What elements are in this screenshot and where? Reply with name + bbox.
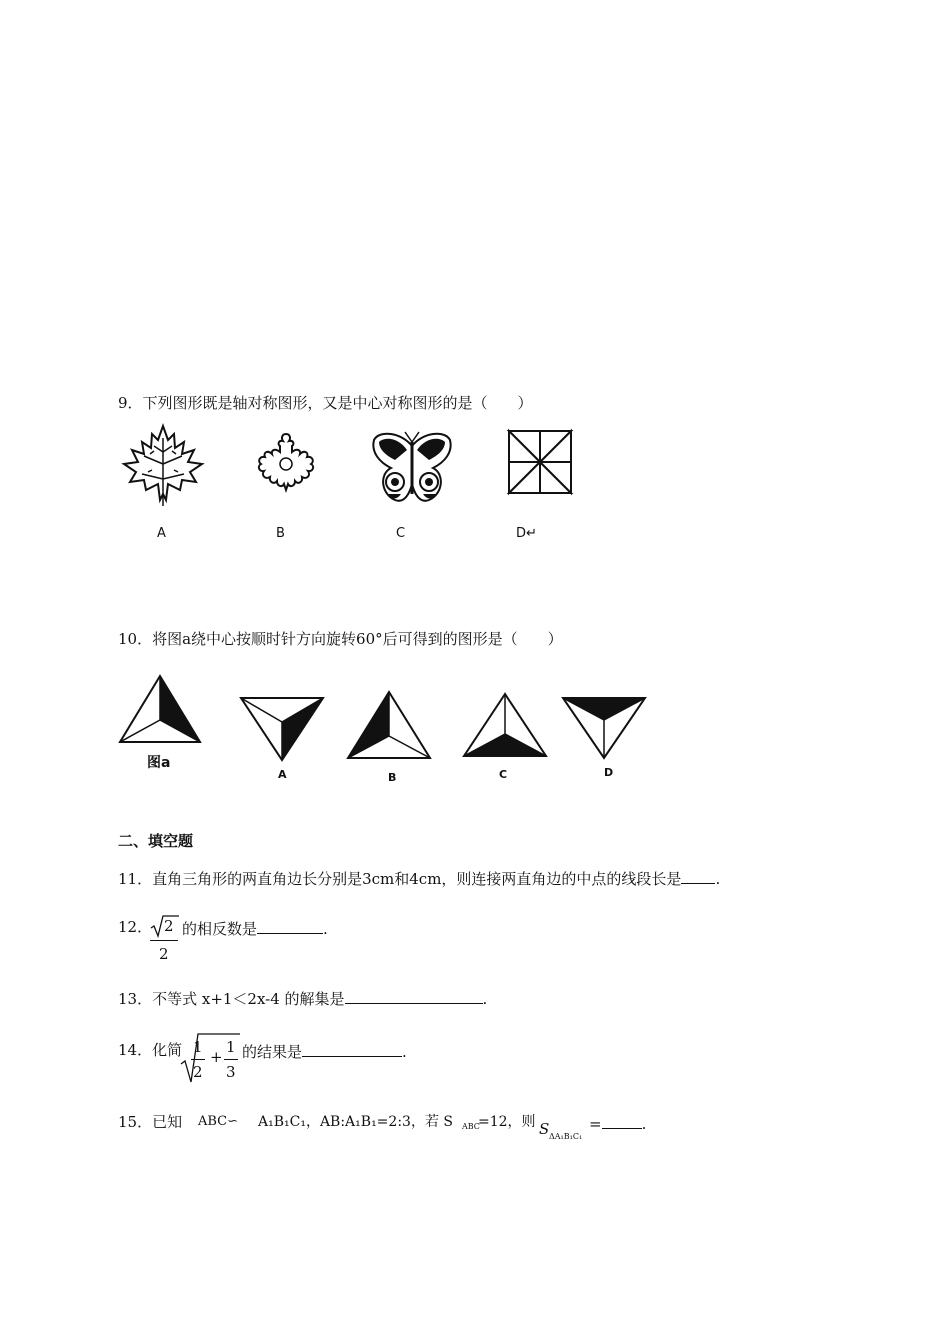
q14-frac1-den: 2 [193, 1063, 203, 1081]
q9-option-a: A [157, 526, 166, 541]
q11-end: . [715, 870, 721, 888]
question-9-text: 9．下列图形既是轴对称图形，又是中心对称图形的是（ ） [118, 394, 533, 412]
question-10-text: 10．将图a绕中心按顺时针方向旋转60°后可得到的图形是（ ） [118, 630, 563, 648]
q15-eq: = [589, 1115, 602, 1133]
q15-sub-abc: ABC [462, 1122, 480, 1131]
section-heading-fill-in: 二、填空题 [118, 832, 194, 850]
q10-option-d: D [604, 766, 614, 779]
q14-end: . [402, 1043, 407, 1061]
q14-frac1-bar [191, 1059, 205, 1060]
q14-frac1-num: 1 [193, 1038, 203, 1056]
q12-denominator: 2 [159, 945, 169, 963]
q9-option-d: D↵ [516, 526, 537, 541]
q14-tail [242, 1040, 407, 1062]
snowflake-icon [249, 430, 323, 502]
q15-eq12: =12，则 [478, 1114, 536, 1130]
q14-frac2-num: 1 [226, 1038, 236, 1056]
q15-tail [589, 1112, 646, 1134]
q13-answer-blank[interactable] [345, 987, 483, 1004]
q10-option-c: C [499, 768, 508, 781]
question-12 [118, 917, 152, 937]
q10-figure-d [561, 696, 647, 760]
q14-plus: + [210, 1048, 223, 1066]
q12-end: . [323, 920, 328, 938]
q10-figure-a [239, 696, 325, 762]
q15-sub-a1b1c1: ΔA₁B₁C₁ [549, 1132, 583, 1141]
pinwheel-icon [503, 429, 577, 495]
q15-tri1: ABC∽ [198, 1114, 239, 1129]
q12-sqrt-number: 2 [164, 917, 174, 935]
question-13-text: 13．不等式 x+1＜2x-4 的解集是 [118, 990, 345, 1008]
q15-end: . [641, 1115, 647, 1133]
question-13 [118, 987, 487, 1009]
q15-prefix: 15．已知 [118, 1113, 183, 1131]
q12-answer-blank[interactable] [257, 917, 323, 934]
question-11-text: 11．直角三角形的两直角边长分别是3cm和4cm，则连接两直角边的中点的线段长是 [118, 870, 682, 888]
q12-fraction-bar [150, 940, 178, 941]
q14-frac2-den: 3 [226, 1063, 236, 1081]
q15-s-symbol: S [539, 1120, 550, 1138]
q12-text: 的相反数是 [182, 920, 258, 938]
q15-tri2: A₁B₁C₁，AB:A₁B₁=2:3，若 S [258, 1114, 453, 1130]
q10-option-a: A [278, 768, 287, 781]
figure-a-label: 图a [147, 755, 171, 771]
q9-option-b: B [276, 526, 285, 541]
butterfly-icon [371, 428, 453, 506]
q11-answer-blank[interactable] [681, 867, 715, 884]
q12-prefix: 12． [118, 918, 153, 936]
maple-leaf-icon [122, 424, 204, 508]
q10-figure-c [462, 692, 548, 758]
q15-answer-blank[interactable] [602, 1112, 642, 1129]
q12-tail [182, 917, 328, 939]
q14-frac2-bar [224, 1059, 238, 1060]
q10-figure-b [346, 690, 432, 760]
question-14 [118, 1040, 182, 1060]
q14-answer-blank[interactable] [302, 1040, 402, 1057]
q10-option-b: B [388, 771, 397, 784]
q13-end: . [482, 990, 488, 1008]
q14-text: 的结果是 [242, 1043, 303, 1061]
q9-option-c: C [396, 526, 406, 541]
q14-prefix: 14．化简 [118, 1041, 183, 1059]
figure-a-triangle [118, 674, 202, 746]
question-11 [118, 867, 720, 889]
